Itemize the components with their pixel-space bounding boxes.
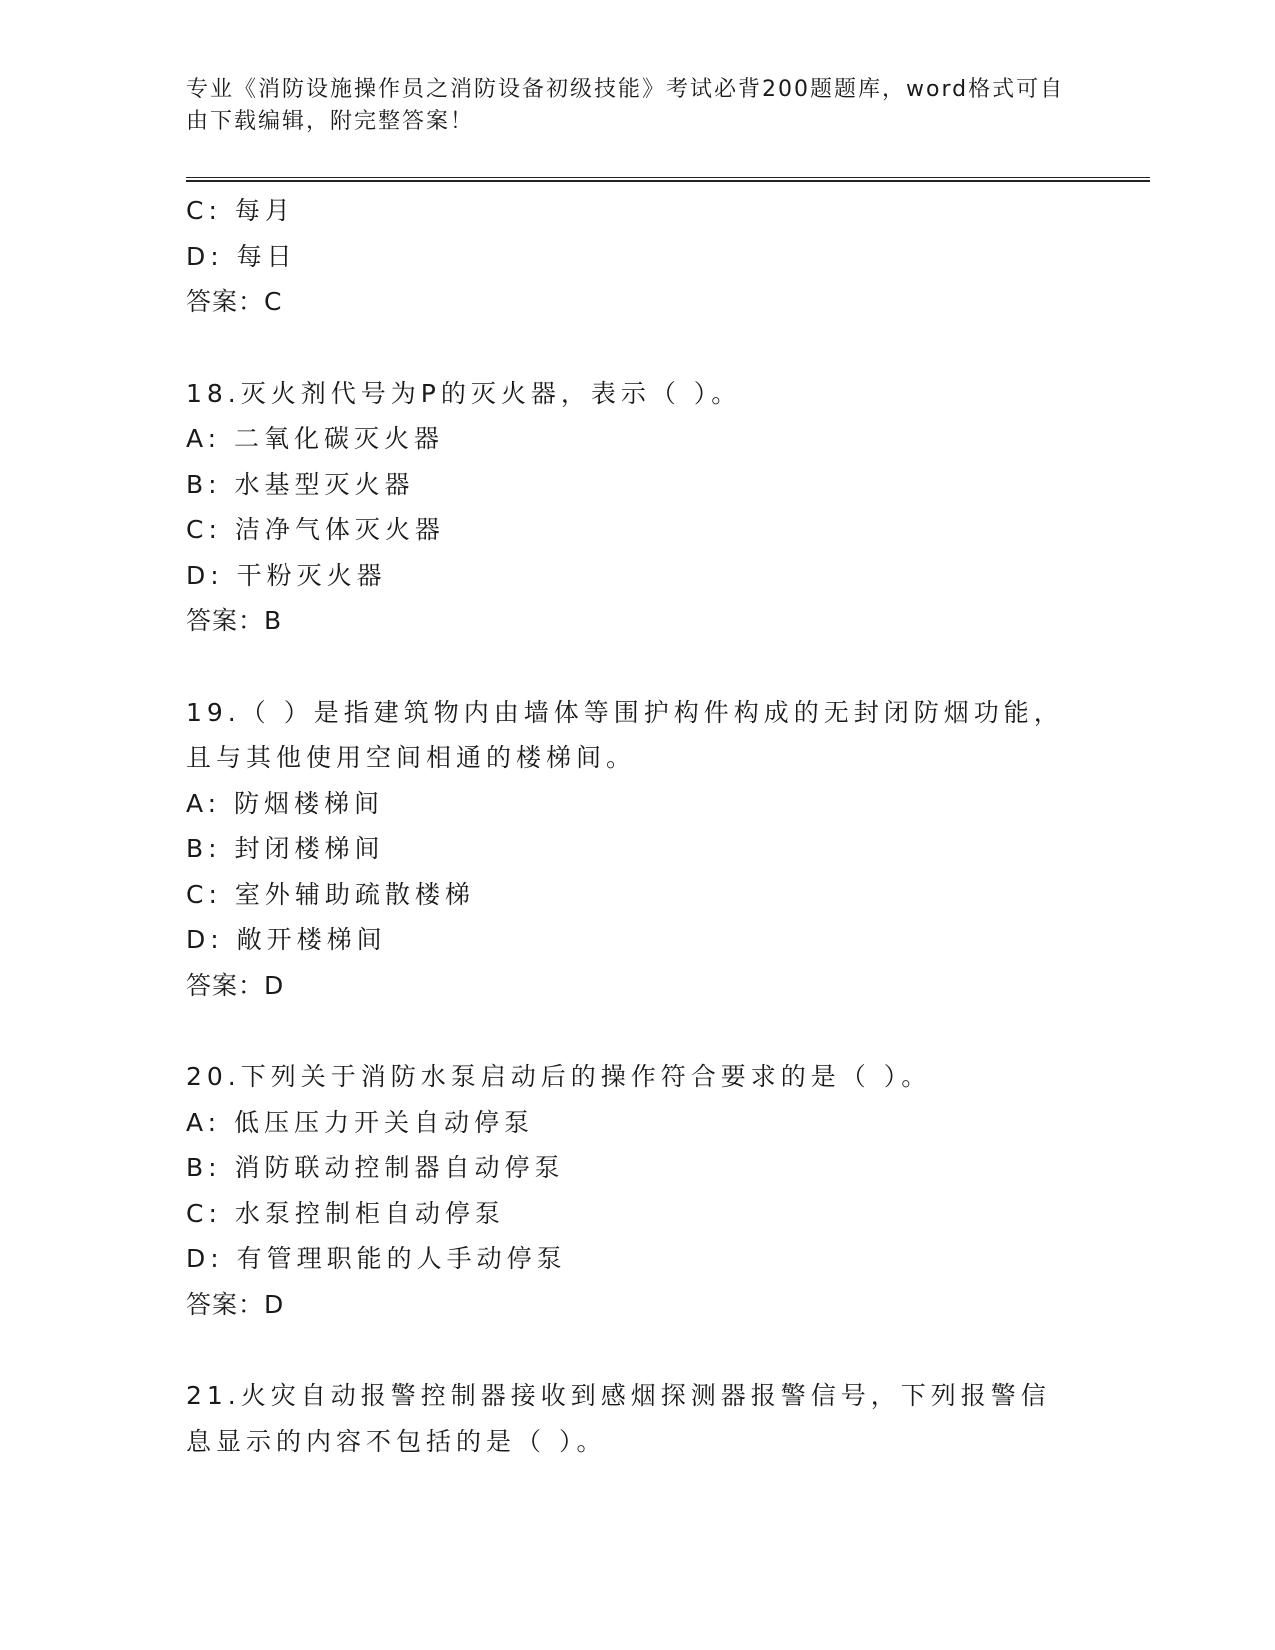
question-stem: 20.下列关于消防水泵启动后的操作符合要求的是（ ）。 — [186, 1062, 932, 1091]
answer-line: 答案：C — [186, 287, 283, 316]
option-c: C: 室外辅助疏散楼梯 — [186, 879, 475, 909]
answer-line: 答案：D — [186, 1289, 285, 1319]
question-19 — [186, 690, 1086, 1009]
header-divider-thick — [186, 180, 1150, 182]
spacer — [186, 644, 1086, 690]
option-b: B: 水基型灭火器 — [186, 469, 415, 499]
document-body — [186, 188, 1086, 1464]
option-c: C: 水泵控制柜自动停泵 — [186, 1198, 505, 1228]
spacer — [186, 325, 1086, 371]
option-b: B: 消防联动控制器自动停泵 — [186, 1153, 565, 1182]
option-a: A: 二氧化碳灭火器 — [186, 424, 445, 453]
option-d: D: 有管理职能的人手动停泵 — [186, 1244, 567, 1273]
header-divider-thin — [186, 177, 1150, 178]
answer-line: 答案：D — [186, 970, 285, 1000]
question-18 — [186, 371, 1086, 644]
option-c: C: 洁净气体灭火器 — [186, 515, 445, 544]
option-d: D: 干粉灭火器 — [186, 560, 387, 590]
answer-line: 答案：B — [186, 606, 283, 635]
question-stem: 21.火灾自动报警控制器接收到感烟探测器报警信号，下列报警信息显示的内容不包括的是（ ）。 — [186, 1381, 1051, 1456]
option-a: A: 防烟楼梯间 — [186, 788, 385, 818]
spacer — [186, 1008, 1086, 1054]
question-21 — [186, 1373, 1086, 1464]
question-stem: 18.灭火剂代号为P的灭火器，表示（ ）。 — [186, 378, 742, 408]
option-d: D: 每日 — [186, 241, 297, 271]
option-b: B: 封闭楼梯间 — [186, 834, 385, 863]
spacer — [186, 1327, 1086, 1373]
document-header: 专业《消防设施操作员之消防设备初级技能》考试必背200题题库，word格式可自由下载编辑，附完整答案！ — [186, 77, 1065, 134]
question-17-continuation — [186, 188, 1086, 325]
option-c: C: 每月 — [186, 196, 295, 225]
question-stem: 19.（ ）是指建筑物内由墙体等围护构件构成的无封闭防烟功能，且与其他使用空间相通的楼梯间。 — [186, 697, 1064, 772]
option-a: A: 低压压力开关自动停泵 — [186, 1107, 535, 1137]
question-20 — [186, 1054, 1086, 1327]
option-d: D: 敞开楼梯间 — [186, 925, 387, 954]
